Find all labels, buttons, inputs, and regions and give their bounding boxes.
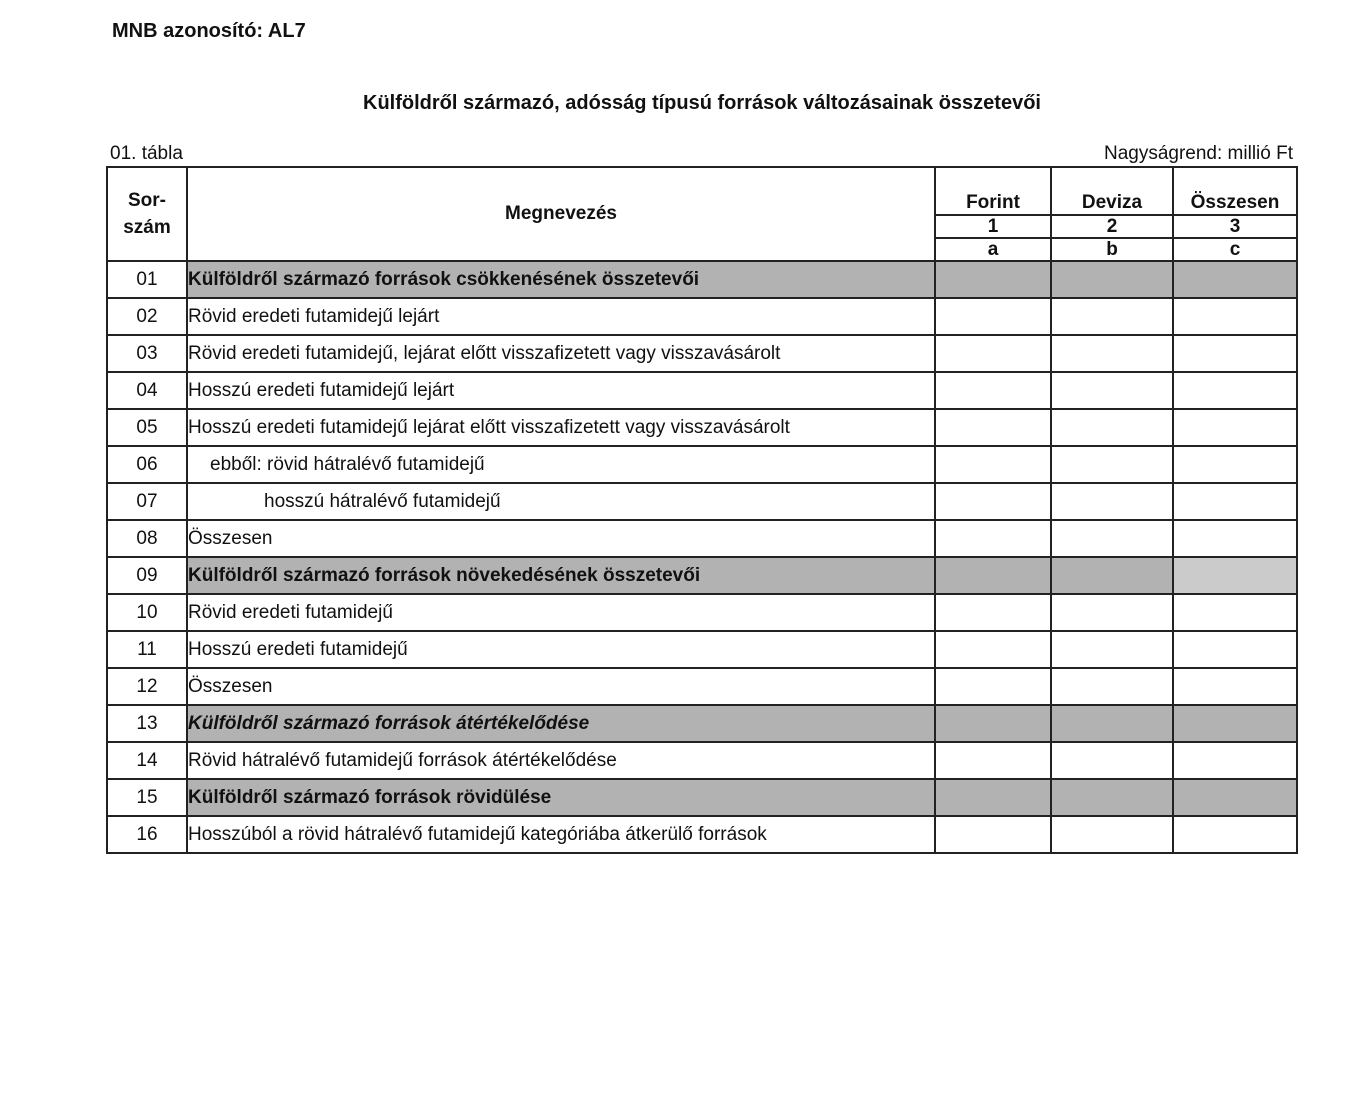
cell-forint[interactable]: [935, 483, 1051, 520]
col-header-sorszam-line1: Sor-: [128, 190, 166, 211]
cell-forint[interactable]: [935, 668, 1051, 705]
cell-osszesen[interactable]: [1173, 446, 1297, 483]
table-row-05: [107, 409, 1297, 446]
row-label: Hosszú eredeti futamidejű lejárt: [187, 372, 935, 409]
cell-deviza[interactable]: [1051, 372, 1173, 409]
table-row-09: [107, 557, 1297, 594]
row-label: Összesen: [187, 668, 935, 705]
row-number: 04: [107, 372, 187, 409]
col-header-sorszam: [107, 167, 187, 261]
table-row-11: [107, 631, 1297, 668]
cell-deviza: [1051, 779, 1173, 816]
row-number: 14: [107, 742, 187, 779]
row-label: Külföldről származó források csökkenésének összetevői: [187, 261, 935, 298]
cell-osszesen: [1173, 779, 1297, 816]
cell-osszesen: [1173, 557, 1297, 594]
row-label: Rövid hátralévő futamidejű források átértékelődése: [187, 742, 935, 779]
row-label: Rövid eredeti futamidejű, lejárat előtt visszafizetett vagy visszavásárolt: [187, 335, 935, 372]
cell-osszesen[interactable]: [1173, 372, 1297, 409]
cell-osszesen[interactable]: [1173, 335, 1297, 372]
cell-osszesen[interactable]: [1173, 483, 1297, 520]
cell-deviza: [1051, 705, 1173, 742]
cell-osszesen[interactable]: [1173, 409, 1297, 446]
table-row-06: [107, 446, 1297, 483]
col-header-megnevezes: Megnevezés: [187, 167, 935, 261]
row-number: 15: [107, 779, 187, 816]
cell-osszesen[interactable]: [1173, 742, 1297, 779]
table-row-12: [107, 668, 1297, 705]
table-row-04: [107, 372, 1297, 409]
col-letter-b: b: [1051, 238, 1173, 261]
row-label: Hosszú eredeti futamidejű: [187, 631, 935, 668]
row-number: 09: [107, 557, 187, 594]
row-number: 13: [107, 705, 187, 742]
table-row-14: [107, 742, 1297, 779]
cell-deviza[interactable]: [1051, 742, 1173, 779]
cell-forint[interactable]: [935, 520, 1051, 557]
row-label: Rövid eredeti futamidejű: [187, 594, 935, 631]
cell-deviza: [1051, 557, 1173, 594]
row-label: Rövid eredeti futamidejű lejárt: [187, 298, 935, 335]
row-number: 06: [107, 446, 187, 483]
cell-osszesen[interactable]: [1173, 816, 1297, 853]
cell-forint: [935, 261, 1051, 298]
row-label: Külföldről származó források rövidülése: [187, 779, 935, 816]
cell-deviza[interactable]: [1051, 335, 1173, 372]
table-row-10: [107, 594, 1297, 631]
cell-forint: [935, 705, 1051, 742]
col-number-3: 3: [1173, 215, 1297, 238]
row-number: 01: [107, 261, 187, 298]
cell-deviza: [1051, 261, 1173, 298]
table-row-03: [107, 335, 1297, 372]
col-letter-a: a: [935, 238, 1051, 261]
cell-forint[interactable]: [935, 594, 1051, 631]
cell-forint[interactable]: [935, 446, 1051, 483]
cell-osszesen[interactable]: [1173, 520, 1297, 557]
cell-deviza[interactable]: [1051, 409, 1173, 446]
cell-forint: [935, 557, 1051, 594]
row-number: 02: [107, 298, 187, 335]
table-row-01: [107, 261, 1297, 298]
table-row-13: [107, 705, 1297, 742]
cell-deviza[interactable]: [1051, 298, 1173, 335]
row-label: Összesen: [187, 520, 935, 557]
col-header-sorszam-line2: szám: [123, 217, 171, 238]
col-header-deviza: Deviza: [1051, 167, 1173, 215]
col-number-2: 2: [1051, 215, 1173, 238]
cell-deviza[interactable]: [1051, 668, 1173, 705]
unit-label: Nagyságrend: millió Ft: [1103, 143, 1293, 164]
cell-osszesen[interactable]: [1173, 594, 1297, 631]
cell-osszesen: [1173, 261, 1297, 298]
page-title: Külföldről származó, adósság típusú források változásainak összetevői: [363, 92, 1041, 114]
row-label: Külföldről származó források növekedésének összetevői: [187, 557, 935, 594]
header-row: [107, 167, 1297, 215]
cell-osszesen[interactable]: [1173, 668, 1297, 705]
table-row-08: [107, 520, 1297, 557]
cell-deviza[interactable]: [1051, 520, 1173, 557]
row-label: Külföldről származó források átértékelődése: [187, 705, 935, 742]
cell-forint[interactable]: [935, 816, 1051, 853]
col-header-forint: Forint: [935, 167, 1051, 215]
row-number: 16: [107, 816, 187, 853]
cell-forint[interactable]: [935, 335, 1051, 372]
table-row-02: [107, 298, 1297, 335]
cell-deviza[interactable]: [1051, 483, 1173, 520]
cell-deviza[interactable]: [1051, 631, 1173, 668]
cell-deviza[interactable]: [1051, 446, 1173, 483]
data-table: [106, 166, 1298, 854]
cell-osszesen[interactable]: [1173, 631, 1297, 668]
row-label: hosszú hátralévő futamidejű: [187, 483, 935, 520]
cell-forint: [935, 779, 1051, 816]
row-number: 08: [107, 520, 187, 557]
table-row-15: [107, 779, 1297, 816]
row-number: 05: [107, 409, 187, 446]
row-label: ebből: rövid hátralévő futamidejű: [187, 446, 935, 483]
cell-forint[interactable]: [935, 409, 1051, 446]
cell-forint[interactable]: [935, 631, 1051, 668]
row-label: Hosszúból a rövid hátralévő futamidejű kategóriába átkerülő források: [187, 816, 935, 853]
row-number: 10: [107, 594, 187, 631]
col-letter-c: c: [1173, 238, 1297, 261]
cell-forint[interactable]: [935, 298, 1051, 335]
col-header-osszesen: Összesen: [1173, 167, 1297, 215]
row-number: 07: [107, 483, 187, 520]
table-row-07: [107, 483, 1297, 520]
col-number-1: 1: [935, 215, 1051, 238]
cell-osszesen[interactable]: [1173, 298, 1297, 335]
mnb-identifier: MNB azonosító: AL7: [112, 20, 306, 42]
cell-deviza[interactable]: [1051, 816, 1173, 853]
row-label: Hosszú eredeti futamidejű lejárat előtt visszafizetett vagy visszavásárolt: [187, 409, 935, 446]
cell-forint[interactable]: [935, 742, 1051, 779]
cell-forint[interactable]: [935, 372, 1051, 409]
row-number: 11: [107, 631, 187, 668]
cell-osszesen: [1173, 705, 1297, 742]
table-row-16: [107, 816, 1297, 853]
table-number: 01. tábla: [110, 143, 183, 164]
row-number: 03: [107, 335, 187, 372]
row-number: 12: [107, 668, 187, 705]
cell-deviza[interactable]: [1051, 594, 1173, 631]
